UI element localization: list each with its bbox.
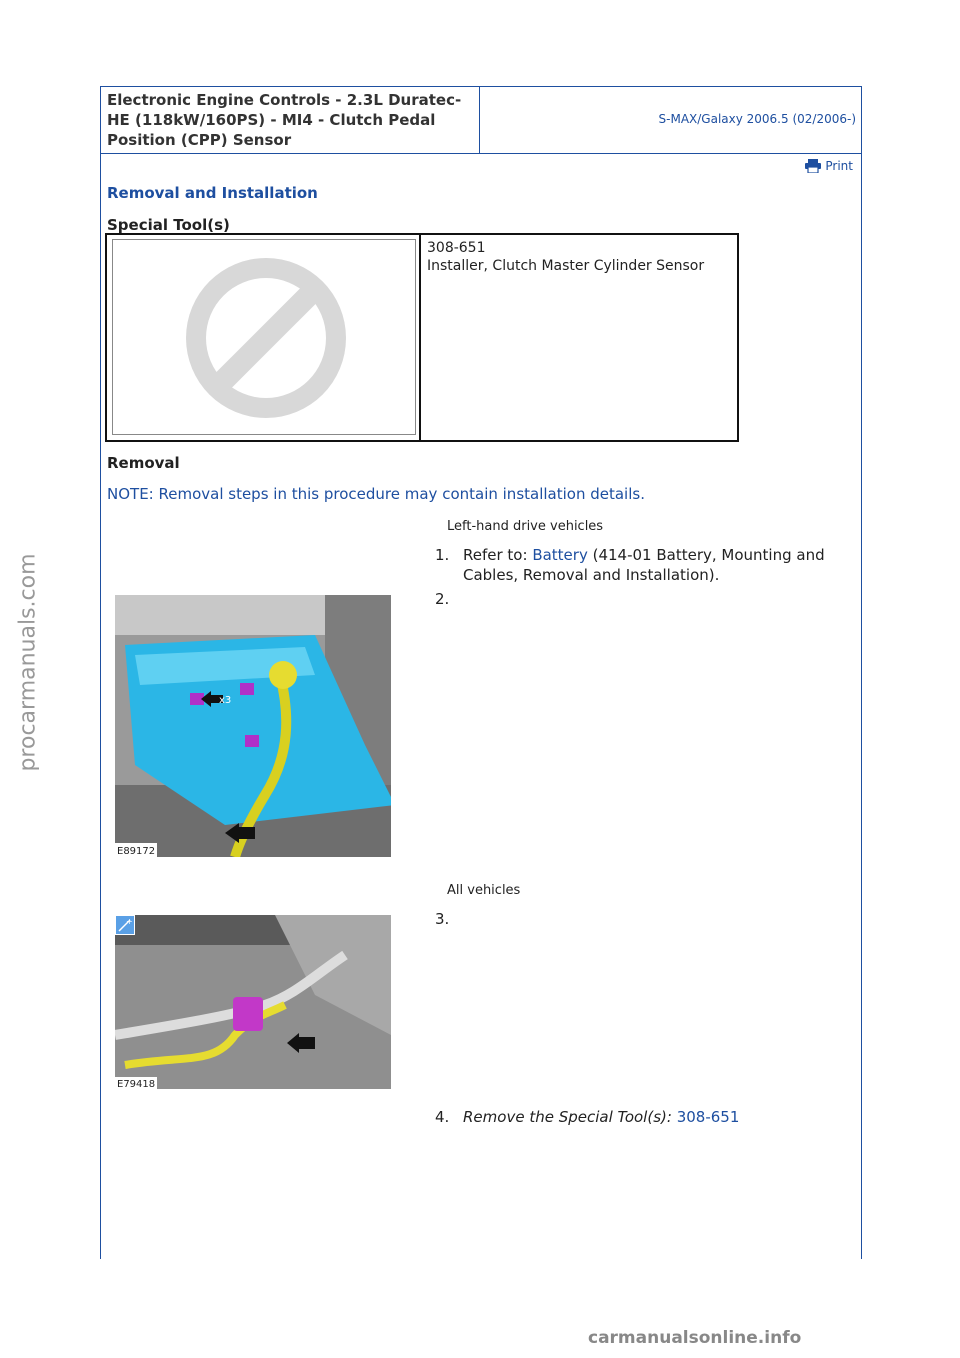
battery-tray-illustration (115, 595, 391, 857)
no-image-placeholder (112, 239, 416, 435)
watermark-left: procarmanuals.com (15, 553, 41, 772)
step-number: 3. (435, 910, 450, 928)
figure-battery-tray[interactable] (115, 595, 391, 857)
step-number: 1. (435, 546, 450, 564)
group-all-label: All vehicles (447, 883, 521, 898)
watermark-bottom: carmanualsonline.info (588, 1328, 802, 1348)
step-number: 2. (435, 590, 450, 608)
zoom-icon[interactable] (115, 915, 135, 935)
page-title (107, 90, 477, 150)
print-label: Print (825, 159, 853, 173)
tool-description (427, 239, 704, 275)
header-divider (479, 87, 480, 153)
tool-name: Installer, Clutch Master Cylinder Sensor (427, 258, 705, 274)
svg-text:+: + (126, 917, 133, 926)
section-removal: Removal (107, 454, 180, 472)
battery-link[interactable]: Battery (532, 546, 588, 564)
tool-number: 308-651 (427, 240, 486, 256)
title-line-3: Position (CPP) Sensor (107, 131, 292, 149)
page-frame (100, 86, 862, 1259)
tool-308-651-link[interactable]: 308-651 (676, 1108, 740, 1126)
callout-x3: x3 (219, 695, 232, 706)
section-removal-installation: Removal and Installation (107, 184, 318, 202)
figure-code: E79418 (117, 1079, 156, 1089)
special-tools-table (105, 233, 739, 442)
tool-image-cell (107, 235, 421, 440)
step-number: 4. (435, 1108, 450, 1126)
group-lhd-label: Left-hand drive vehicles (447, 519, 604, 534)
prohibited-icon (113, 240, 415, 434)
print-button[interactable] (805, 159, 853, 173)
removal-note: NOTE: Removal steps in this procedure may contain installation details. (107, 485, 645, 503)
printer-icon (805, 159, 821, 173)
title-line-2: HE (118kW/160PS) - MI4 - Clutch Pedal (107, 111, 436, 129)
section-special-tools: Special Tool(s) (107, 216, 230, 234)
figure-code: E89172 (117, 846, 156, 857)
step-text: Remove the Special Tool(s): 308-651 (463, 1108, 740, 1126)
title-line-1: Electronic Engine Controls - 2.3L Duratec- (107, 91, 462, 109)
step-text: Refer to: Battery (414-01 Battery, Mounting and Cables, Removal and Installation). (463, 546, 825, 584)
header (101, 87, 861, 154)
model-label: S-MAX/Galaxy 2006.5 (02/2006-) (658, 112, 856, 126)
figure-cpp-sensor[interactable] (115, 915, 391, 1089)
cpp-sensor-illustration (115, 915, 391, 1089)
